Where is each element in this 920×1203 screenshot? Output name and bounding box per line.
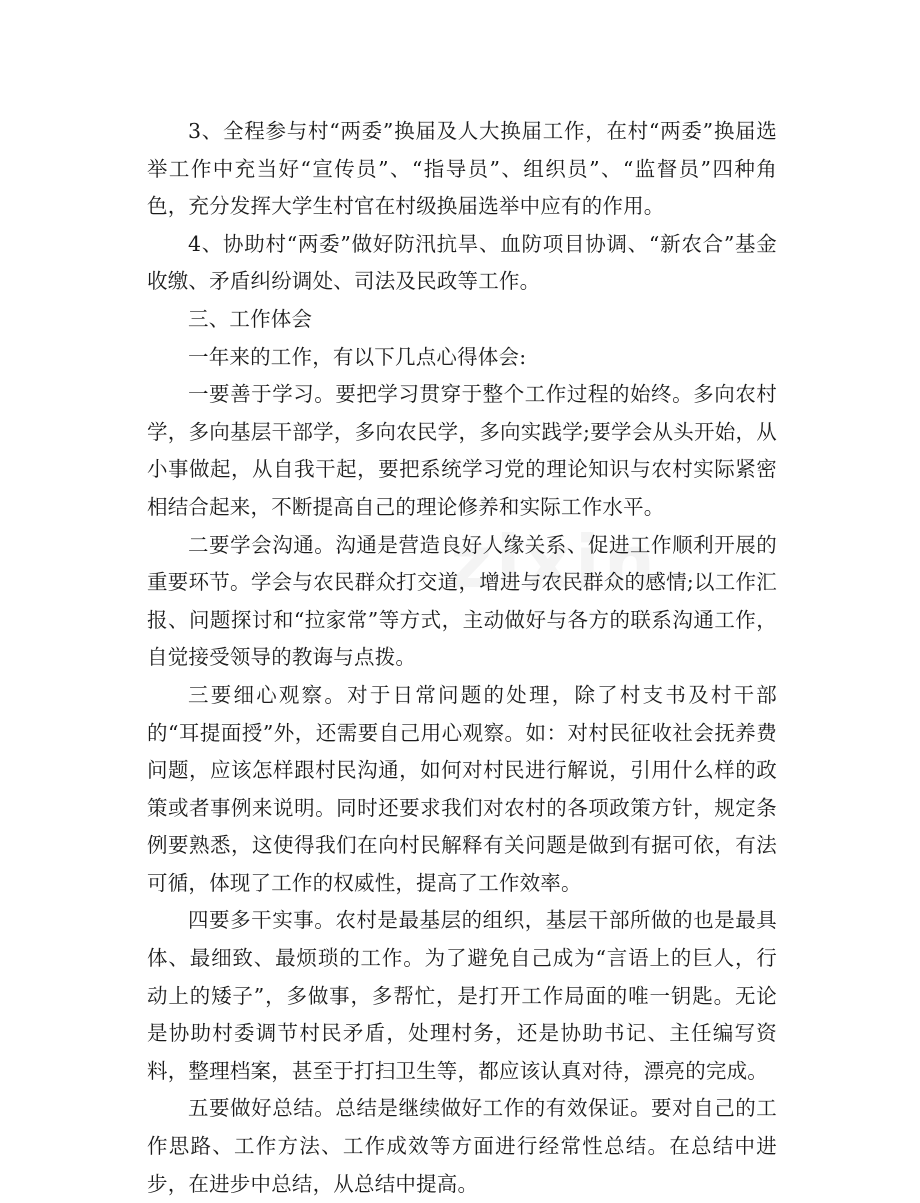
paragraph-study: 一要善于学习。要把学习贯穿于整个工作过程的始终。多向农村学，多向基层干部学，多向农民学，多向实践学;要学会从头开始，从小事做起，从自我干起，要把系统学习党的理论知识与农村实际紧密相结合起来，不断提高自己的理论修养和实际工作水平。 bbox=[147, 382, 777, 519]
paragraph-intro: 一年来的工作，有以下几点心得体会: bbox=[188, 344, 527, 369]
paragraph-observe: 三要细心观察。对于日常问题的处理，除了村支书及村干部的“耳提面授”外，还需要自己用心观察。如：对村民征收社会抚养费问题，应该怎样跟村民沟通，如何对村民进行解说，引用什么样的政策或者事例来说明。同时还要求我们对农村的各项政策方针，规定条例要熟悉，这使得我们在向村民解释有关问题是做到有据可依，有法可循，体现了工作的权威性，提高了工作效率。 bbox=[147, 682, 777, 895]
paragraph-summary: 五要做好总结。总结是继续做好工作的有效保证。要对自己的工作思路、工作方法、工作成效等方面进行经常性总结。在总结中进步，在进步中总结，从总结中提高。 bbox=[147, 1096, 777, 1196]
section-heading: 三、工作体会 bbox=[188, 306, 313, 331]
paragraph-practical: 四要多干实事。农村是最基层的组织，基层干部所做的也是最具体、最细致、最烦琐的工作。为了避免自己成为“言语上的巨人，行动上的矮子”，多做事，多帮忙，是打开工作局面的唯一钥匙。无论是协助村委调节村民矛盾，处理村务，还是协助书记、主任编写资料，整理档案，甚至于打扫卫生等，都应该认真对待，漂亮的完成。 bbox=[147, 908, 777, 1083]
paragraph-item-3: 3、全程参与村“两委”换届及人大换届工作，在村“两委”换届选举工作中充当好“宣传员”、“指导员”、组织员”、“监督员”四种角色，充分发挥大学生村官在村级换届选举中应有的作用。 bbox=[147, 119, 777, 219]
paragraph-communicate: 二要学会沟通。沟通是营造良好人缘关系、促进工作顺利开展的重要环节。学会与农民群众打交道，增进与农民群众的感情;以工作汇报、问题探讨和“拉家常”等方式，主动做好与各方的联系沟通工作，自觉接受领导的教诲与点拨。 bbox=[147, 532, 777, 670]
paragraph-item-4: 4、协助村“两委”做好防汛抗旱、血防项目协调、“新农合”基金收缴、矛盾纠纷调处、司法及民政等工作。 bbox=[147, 231, 777, 294]
document-body bbox=[147, 113, 777, 1203]
